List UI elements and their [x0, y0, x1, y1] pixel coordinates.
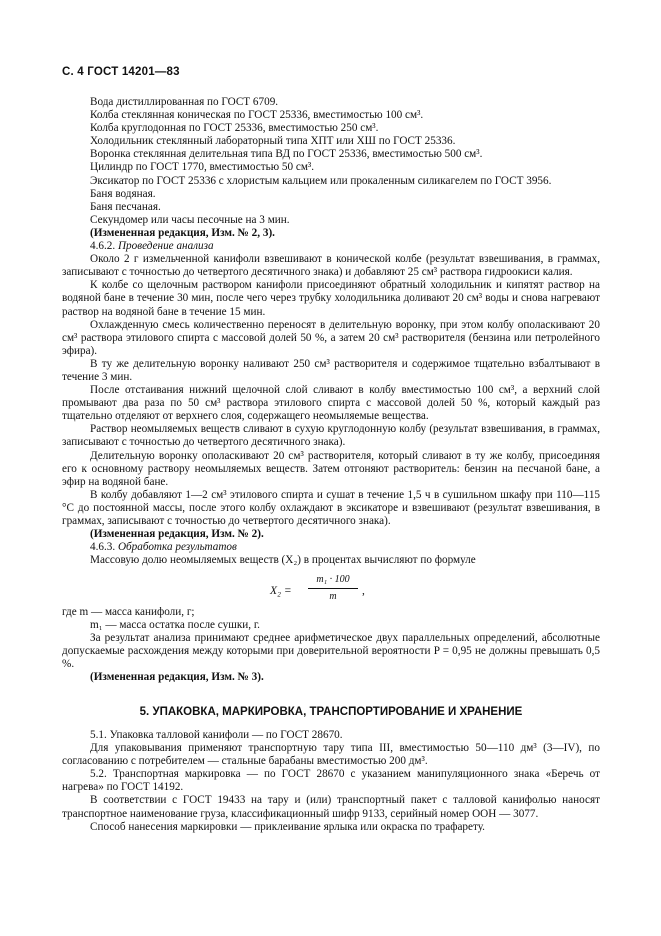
equipment-line: Баня песчаная. [90, 200, 161, 213]
main-text [62, 96, 600, 567]
formula-numerator: m₁ · 100 [316, 574, 350, 585]
equipment-line: Секундомер или часы песочные на 3 мин. [90, 213, 290, 226]
equipment-line: Баня водяная. [90, 187, 156, 200]
subsection-heading-4-6-3 [62, 541, 600, 554]
paragraph: Для упаковывания применяют транспортную тару типа III, вместимостью 50—110 дм³ (3—IV), по согласованию с потребителем — стальные барабаны вместимостью 200 дм³. [62, 742, 600, 768]
paragraph: 5.1. Упаковка талловой канифоли — по ГОСТ 28670. [90, 729, 343, 741]
paragraph: В колбу добавляют 1—2 см³ этилового спирта и сушат в течение 1,5 ч в сушильном шкафу при 110—115 °С до постоянной массы, после этого колбу охлаждают в эксикаторе и взвешивают (результат взвешивания, в граммах, записывают с точностью до четвертого десятичного знака). [62, 488, 600, 527]
edit-note: (Измененная редакция, Изм. № 3). [90, 671, 264, 684]
formula-legend [62, 606, 600, 685]
equipment-line: Вода дистиллированная по ГОСТ 6709. [90, 96, 279, 108]
formula-lhs: X₂ = [270, 585, 292, 597]
subsection-heading-4-6-2 [62, 240, 600, 253]
equipment-line: Холодильник стеклянный лабораторный типа ХПТ или ХШ по ГОСТ 25336. [90, 135, 456, 148]
where-m: где m — масса канифоли, г; [62, 606, 195, 618]
fraction-bar [308, 588, 358, 589]
equipment-line: Цилиндр по ГОСТ 1770, вместимостью 50 см³. [90, 161, 315, 174]
paragraph: За результат анализа принимают среднее арифметическое двух параллельных определений, абсолютные допускаемые расхождения между которыми при доверительной вероятности P = 0,95 не должны превышать 0,5 %. [62, 632, 600, 671]
section-5-title: 5. УПАКОВКА, МАРКИРОВКА, ТРАНСПОРТИРОВАНИЕ И ХРАНЕНИЕ [139, 706, 523, 718]
edit-note: (Измененная редакция, Изм. № 2, 3). [90, 226, 275, 239]
paragraph: Раствор неомыляемых веществ сливают в сухую круглодонную колбу (результат взвешивания, в граммах, записывают с точностью до четвертого десятичного знака). [62, 423, 600, 449]
subsection-number: 4.6.3. [90, 541, 116, 554]
paragraph: Делительную воронку ополаскивают 20 см³ растворителя, который сливают в ту же колбу, присоединяя его к основному раствору неомыляемых веществ. Затем отгоняют растворитель: бензин на песчаной бане, а эфир на водяной бане. [62, 449, 600, 488]
edit-note: (Измененная редакция, Изм. № 2). [90, 528, 264, 541]
paragraph: В ту же делительную воронку наливают 250 см³ растворителя и содержимое тщательно взбалтывают в течение 3 мин. [62, 357, 600, 383]
formula-fraction [308, 574, 358, 603]
paragraph: После отстаивания нижний щелочной слой сливают в колбу вместимостью 100 см³, а верхний слой промывают два раза по 50 см³ раствора этилового спирта с массовой долей 50 %, который каждый раз тщательно отделяют от верхнего слоя, содержащего неомыляемые вещества. [62, 384, 600, 423]
subsection-title: Проведение анализа [117, 240, 214, 253]
equipment-line: Колба круглодонная по ГОСТ 25336, вместимостью 250 см³. [90, 122, 379, 135]
subsection-number: 4.6.2. [90, 240, 116, 253]
formula-denominator: m [329, 591, 337, 602]
equipment-line: Эксикатор по ГОСТ 25336 с хлористым кальцием или прокаленным силикагелем по ГОСТ 3956. [90, 174, 552, 187]
paragraph: К колбе со щелочным раствором канифоли присоединяют обратный холодильник и кипятят раствор на водяной бане в течение 30 мин, после чего через трубку холодильника доливают 20 см³ воды и снова нагревают раствор на водяной бане в течение 15 мин. [62, 279, 600, 318]
formula [270, 574, 410, 610]
equipment-line: Воронка стеклянная делительная типа ВД по ГОСТ 25336, вместимостью 500 см³. [90, 148, 483, 161]
where-m1: m₁ — масса остатка после сушки, г. [90, 619, 260, 632]
paragraph: 5.2. Транспортная маркировка — по ГОСТ 28670 с указанием манипуляционного знака «Беречь от нагрева» по ГОСТ 14192. [62, 768, 600, 794]
paragraph: Способ нанесения маркировки — приклеивание ярлыка или окраска по трафарету. [90, 820, 485, 833]
paragraph: Охлажденную смесь количественно переносят в делительную воронку, при этом колбу ополаскивают 20 см³ раствора этилового спирта с массовой долей 50 %, а затем 20 см³ растворителя (бензина или петролейного эфира). [62, 318, 600, 357]
paragraph: Около 2 г измельченной канифоли взвешивают в конической колбе (результат взвешивания, в граммах, записывают с точностью до четвертого десятичного знака) и добавляют 25 см³ раствора гидроокиси калия. [62, 253, 600, 279]
equipment-line: Колба стеклянная коническая по ГОСТ 25336, вместимостью 100 см³. [90, 109, 424, 122]
section-5-text [62, 729, 600, 834]
page-header: С. 4 ГОСТ 14201—83 [62, 66, 180, 78]
paragraph: В соответствии с ГОСТ 19433 на тару и (или) транспортный пакет с талловой канифолью наносят транспортное наименование груза, классификационный шифр 9133, серийный номер ООН — 3077. [62, 794, 600, 820]
formula-intro: Массовую долю неомыляемых веществ (X₂) в процентах вычисляют по формуле [90, 554, 476, 567]
subsection-title: Обработка результатов [117, 541, 237, 554]
formula-tail: , [362, 585, 365, 597]
